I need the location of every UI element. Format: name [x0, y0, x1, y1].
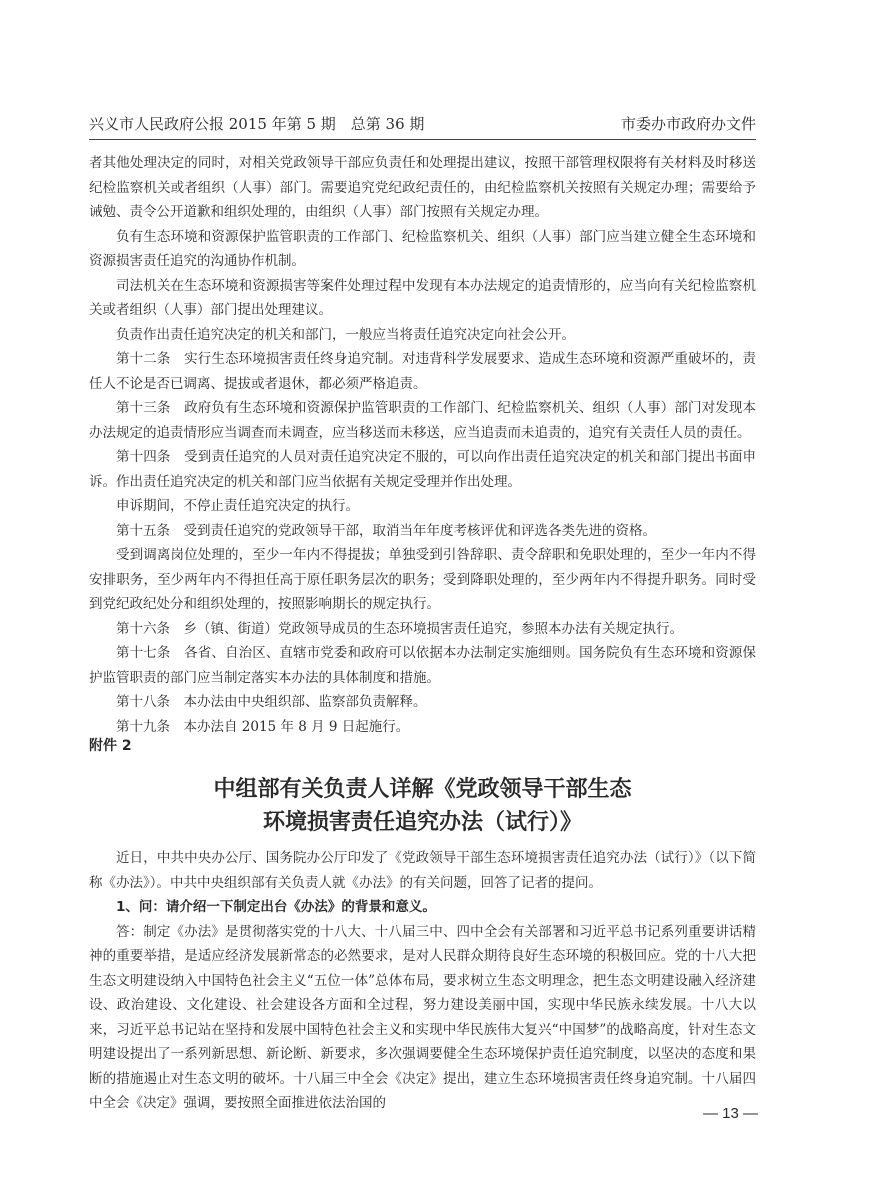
article-12: 第十二条 实行生态环境损害责任终身追究制。对违背科学发展要求、造成生态环境和资源严重破坏的，责任人不论是否已调离、提拔或者退休，都必须严格追责。 — [89, 351, 756, 392]
paragraph: 受到调离岗位处理的，至少一年内不得提拔；单独受到引咎辞职、责令辞职和免职处理的，至少一年内不得安排职务，至少两年内不得担任高于原任职务层次的职务；受到降职处理的，至少两年内不得提升职务。同时受到党纪政纪处分和组织处理的，按照影响期长的规定执行。 — [89, 547, 756, 612]
running-header — [89, 111, 756, 137]
article-16: 第十六条 乡（镇、街道）党政领导成员的生态环境损害责任追究，参照本办法有关规定执行。 — [116, 620, 683, 637]
article-13: 第十三条 政府负有生态环境和资源保护监管职责的工作部门、纪检监察机关、组织（人事）部门对发现本办法规定的追责情形应当调查而未调查，应当移送而未移送，应当追责而未追责的，追究有关责任人员的责任。 — [89, 400, 756, 441]
article-15: 第十五条 受到责任追究的党政领导干部，取消当年年度考核评优和评选各类先进的资格。 — [116, 522, 656, 539]
answer-paragraph: 答：制定《办法》是贯彻落实党的十八大、十八届三中、四中全会有关部署和习近平总书记系列重要讲话精神的重要举措，是适应经济发展新常态的必然要求，是对人民群众期待良好生态环境的积极回应。党的十八大把生态文明建设纳入中国特色社会主义“五位一体”总体布局，要求树立生态文明理念，把生态文明建设融入经济建设、政治建设、文化建设、社会建设各方面和全过程，努力建设美丽中国，实现中华民族永续发展。十八大以来，习近平总书记站在坚持和发展中国特色社会主义和实现中华民族伟大复兴“中国梦”的战略高度，针对生态文明建设提出了一系列新思想、新论断、新要求，多次强调要健全生态环境保护责任追究制度，以坚决的态度和果断的措施遏止对生态文明的破坏。十八届三中全会《决定》提出，建立生态环境损害责任终身追究制。十八届四中全会《决定》强调，要按照全面推进依法治国的 — [89, 923, 756, 1111]
article-intro: 近日，中共中央办公厅、国务院办公厅印发了《党政领导干部生态环境损害责任追究办法（试行）》（以下简称《办法》）。中共中央组织部有关负责人就《办法》的有关问题，回答了记者的提问。 — [89, 850, 756, 891]
article-title-line-2: 环境损害责任追究办法（试行）》 — [262, 810, 582, 835]
page-number: — 13 — — [702, 1105, 758, 1122]
question-heading: 1、问：请介绍一下制定出台《办法》的背景和意义。 — [116, 899, 436, 915]
article-title-line-1: 中组部有关负责人详解《党政领导干部生态 — [213, 777, 632, 802]
paragraph: 司法机关在生态环境和资源损害等案件处理过程中发现有本办法规定的追责情形的，应当向有关纪检监察机关或者组织（人事）部门提出处理建议。 — [89, 277, 756, 318]
article-14: 第十四条 受到责任追究的人员对责任追究决定不服的，可以向作出责任追究决定的机关和部门提出书面申诉。作出责任追究决定的机关和部门应当依据有关规定受理并作出处理。 — [89, 449, 756, 490]
paragraph: 负责作出责任追究决定的机关和部门，一般应当将责任追究决定向社会公开。 — [116, 326, 575, 343]
article-18: 第十八条 本办法由中央组织部、监察部负责解释。 — [116, 694, 427, 710]
article-body — [89, 846, 756, 1116]
article-17: 第十七条 各省、自治区、直辖市党委和政府可以依据本办法制定实施细则。国务院负有生态环境和资源保护监管职责的部门应当制定落实本办法的具体制度和措施。 — [89, 645, 756, 686]
paragraph: 者其他处理决定的同时，对相关党政领导干部应负责任和处理提出建议，按照干部管理权限将有关材料及时移送纪检监察机关或者组织（人事）部门。需要追究党纪政纪责任的，由纪检监察机关按照有关规定办理；需要给予诫勉、责令公开道歉和组织处理的，由组织（人事）部门按照有关规定办理。 — [89, 155, 756, 220]
article-19: 第十九条 本办法自 2015 年 8 月 9 日起施行。 — [116, 718, 410, 735]
annex-label: 附件 2 — [89, 738, 132, 754]
body-text — [89, 151, 756, 739]
header-divider — [89, 139, 756, 140]
paragraph: 申诉期间，不停止责任追究决定的执行。 — [116, 498, 359, 514]
header-publication: 兴义市人民政府公报 2015 年第 5 期 总第 36 期 — [89, 115, 425, 133]
header-section: 市委办市政府办文件 — [620, 115, 756, 133]
article-title — [89, 773, 756, 839]
paragraph: 负有生态环境和资源保护监管职责的工作部门、纪检监察机关、组织（人事）部门应当建立健全生态环境和资源损害责任追究的沟通协作机制。 — [89, 228, 756, 269]
